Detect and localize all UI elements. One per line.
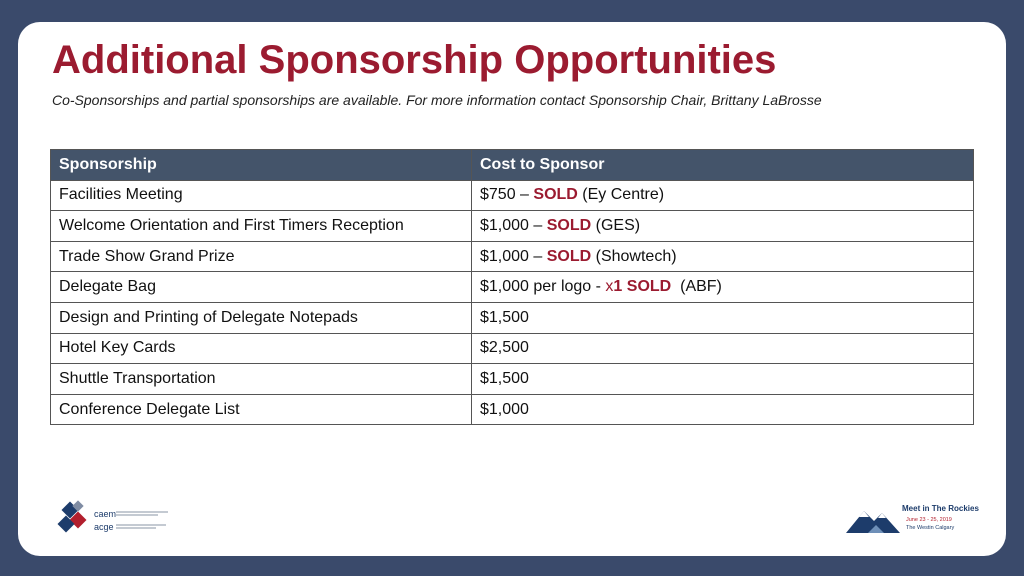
sponsorship-cell: Welcome Orientation and First Timers Reception: [51, 211, 472, 242]
slide-title: Additional Sponsorship Opportunities: [52, 38, 777, 82]
price-text: $1,000: [480, 216, 529, 234]
logo-line-1: caem: [94, 509, 117, 519]
event-name: Meet in The Rockies: [902, 504, 979, 513]
table-header-row: [51, 150, 974, 181]
cost-cell: [472, 272, 974, 303]
column-header-sponsorship: Sponsorship: [51, 150, 472, 181]
price-text: $750: [480, 186, 516, 204]
sold-label: SOLD: [546, 247, 592, 265]
table-row: [51, 333, 974, 364]
meet-in-the-rockies-logo: [844, 497, 979, 541]
sold-label: SOLD: [546, 216, 592, 234]
cost-cell: [472, 180, 974, 211]
sponsorship-cell: Conference Delegate List: [51, 394, 472, 425]
table-row: [51, 241, 974, 272]
price-text: $1,000: [480, 247, 529, 265]
mountain-icon: [846, 511, 900, 533]
separator-text: –: [528, 216, 547, 234]
cost-cell: [472, 211, 974, 242]
slide-canvas: [18, 22, 1006, 556]
sponsorship-cell: Delegate Bag: [51, 272, 472, 303]
buyer-text: (Showtech): [591, 247, 677, 265]
caem-acge-logo: [58, 498, 178, 542]
sponsorship-cell: Hotel Key Cards: [51, 333, 472, 364]
separator-text: –: [528, 247, 547, 265]
caem-mark-icon: [58, 500, 87, 532]
sponsorship-cell: Design and Printing of Delegate Notepads: [51, 302, 472, 333]
table-row: [51, 211, 974, 242]
buyer-text: (ABF): [671, 278, 722, 296]
quantity-prefix: x: [605, 278, 614, 296]
separator-text: –: [515, 186, 534, 204]
slide-subtitle: Co-Sponsorships and partial sponsorships are available. For more information contact Sponsorship Chair, Brittany LaBrosse: [52, 92, 822, 108]
cost-cell: $1,500: [472, 302, 974, 333]
separator-text: -: [591, 278, 606, 296]
sold-label: SOLD: [533, 186, 578, 204]
column-header-cost: Cost to Sponsor: [472, 150, 974, 181]
buyer-text: (GES): [591, 216, 641, 234]
table-row: [51, 364, 974, 395]
table-row: [51, 180, 974, 211]
table-row: [51, 302, 974, 333]
table-row: [51, 394, 974, 425]
logo-line-2: acge: [94, 522, 114, 532]
sponsorship-cell: Facilities Meeting: [51, 180, 472, 211]
cost-cell: $1,500: [472, 364, 974, 395]
event-dates: June 23 - 25, 2019: [906, 517, 952, 523]
cost-cell: $1,000: [472, 394, 974, 425]
buyer-text: (Ey Centre): [577, 186, 665, 204]
sold-label: 1 SOLD: [613, 278, 672, 296]
table-row: [51, 272, 974, 303]
cost-cell: [472, 241, 974, 272]
price-text: $1,000 per logo: [480, 278, 592, 296]
cost-cell: $2,500: [472, 333, 974, 364]
event-venue: The Westin Calgary: [906, 525, 955, 531]
sponsorship-table: [50, 149, 974, 425]
sponsorship-cell: Shuttle Transportation: [51, 364, 472, 395]
sponsorship-cell: Trade Show Grand Prize: [51, 241, 472, 272]
